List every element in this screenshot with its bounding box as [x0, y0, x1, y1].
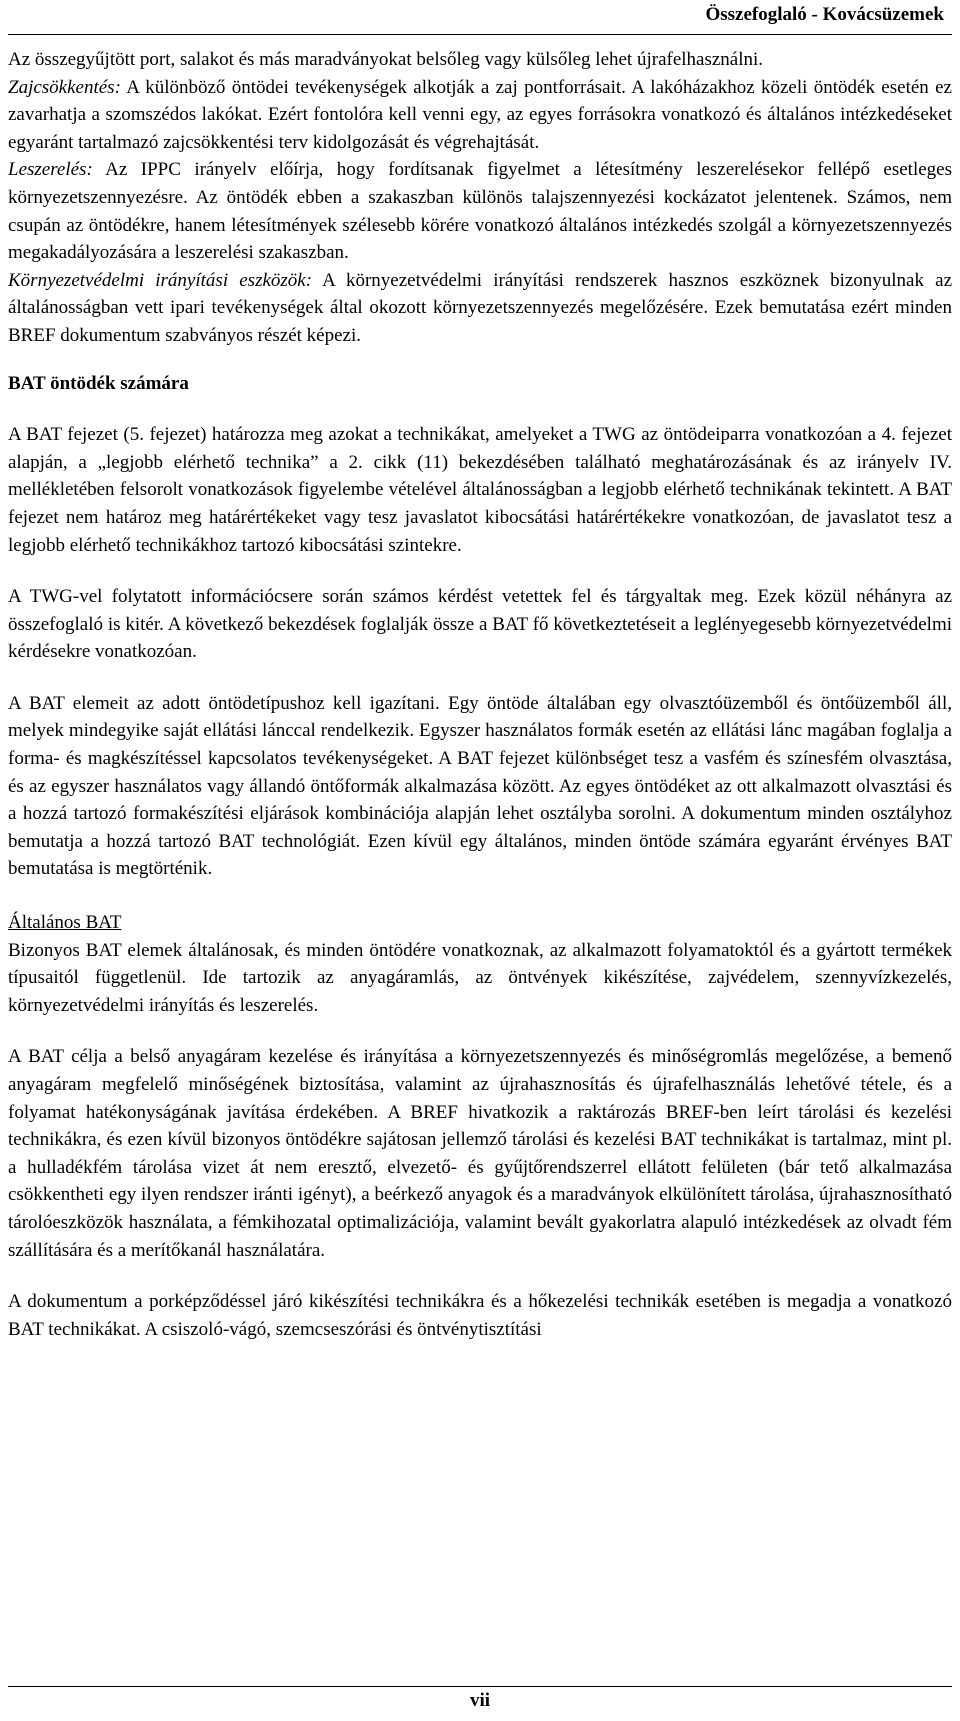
list-item-title: Leszerelés: [8, 159, 93, 181]
intro-paragraph: Az összegyűjtött port, salakot és más maradványokat belsőleg vagy külsőleg lehet újrafelhasználni. [8, 49, 764, 70]
list-item-text: A környezetvédelmi irányítási rendszerek hasznos eszköznek bizonyulnak az általánosságban vett ipari tevékenységek által okozott környezetszennyezés megelőzésére. Ezek bemutatása ezért minden BREF dokumentum szabványos részét képezi. [8, 269, 952, 346]
list-item-11 [8, 156, 952, 266]
section-heading: BAT öntödék számára [8, 372, 189, 394]
section-paragraph-3: A BAT elemeit az adott öntödetípushoz kell igazítani. Egy öntöde általában egy olvasztóüzemből és öntőüzemből áll, melyek mindegyike saját ellátási lánccal rendelkezik. Egyszer használatos formák esetén az ellátási lánc magában foglalja a forma- és magkészítéssel kapcsolatos tevékenységeket. A BAT fejezet különbséget tesz a vasfém és színesfém olvasztása, és az egyszer használatos vagy állandó öntőformák alkalmazása között. Az egyes öntödéket az ott alkalmazott olvasztási és a hozzá tartozó formakészítési eljárások kombinációja alapján lehet osztályba sorolni. A dokumentum minden osztályhoz bemutatja a hozzá tartozó BAT technológiát. Ezen kívül egy általános, minden öntöde számára egyaránt érvényes BAT bemutatása is megtörténik. [8, 692, 952, 880]
header-divider [8, 34, 952, 35]
list-number [0, 267, 8, 295]
running-header: Összefoglaló - Kovácsüzemek [705, 4, 944, 25]
subsection-heading: Általános BAT [8, 912, 122, 934]
section-paragraph-1: A BAT fejezet (5. fejezet) határozza meg azokat a technikákat, amelyeket a TWG az öntödeiparra vonatkozóan a 4. fejezet alapján, a „legjobb elérhető technika” a 2. cikk (11) bekezdésében található meghatározásának és az irányelv IV. mellékletében felsorolt vonatkozások figyelembe vételével általánosságban a legjobb elérhető technikának tekintett. A BAT fejezet nem határoz meg határértékeket vagy tesz javaslatot kibocsátási határértékekre vonatkozóan, de javaslatot tesz a legjobb elérhető technikákhoz tartozó kibocsátási szintekre. [8, 424, 952, 556]
footer-divider [8, 1686, 952, 1687]
list-item-text: A különböző öntödei tevékenységek alkotják a zaj pontforrásait. A lakóházakhoz közeli öntödék esetén ez zavarhatja a szomszédos lakókat. Ezért fontolóra kell venni egy, az egyes forrásokra vonatkozó és általános intézkedéseket egyaránt tartalmazó zajcsökkentési terv kidolgozását és végrehajtását. [8, 76, 952, 153]
list-number [0, 74, 8, 102]
section-paragraph-2: A TWG-vel folytatott információcsere során számos kérdést vetettek fel és tárgyaltak meg. Ezek közül néhányra az összefoglaló is kitér. A következő bekezdések foglalják össze a BAT fő következtetéseit a leglényegesebb környezetvédelmi kérdésekre vonatkozóan. [8, 586, 952, 663]
list-item-title: Környezetvédelmi irányítási eszközök: [8, 269, 313, 291]
general-paragraph-2: A BAT célja a belső anyagáram kezelése és irányítása a környezetszennyezés és minőségromlás megelőzése, a bemenő anyagáram megfelelő minőségének biztosítása, valamint az újrahasznosítás és újrafelhasználás lehetővé tétele, és a folyamat hatékonyságának javítása érdekében. A BREF hivatkozik a raktározás BREF-ben leírt tárolási és kezelési technikákra, és ezen kívül bizonyos öntödékre sajátosan jellemző tárolási és kezelési BAT technikákat is tartalmaz, mint pl. a hulladékfém tárolása vizet át nem eresztő, elvezető- és gyűjtőrendszerrel ellátott felületen (bár tető alkalmazása csökkentheti egy ilyen rendszer iránti igényt), a beérkező anyagok és a maradványok elkülönített tárolása, újrahasznosítható tárolóeszközök használata, a fémkihozatal optimalizációja, valamint bevált gyakorlatra alapuló intézkedések az olvadt fém szállítására és a merítőkanál használatára. [8, 1046, 952, 1261]
list-item-10 [8, 74, 952, 157]
page-number: vii [469, 1690, 491, 1711]
document-body [8, 46, 952, 1343]
list-item-title: Zajcsökkentés: [8, 76, 121, 98]
list-item-text: Az IPPC irányelv előírja, hogy fordítsanak figyelmet a létesítmény leszerelésekor fellépő esetleges környezetszennyezésre. Az öntödék ebben a szakaszban különös talajszennyezési kockázatot jelentenek. Számos, nem csupán az öntödékre, hanem létesítmények szélesebb körére vonatkozó általános intézkedés szolgál a környezetszennyezés megakadályozására a leszerelési szakaszban. [8, 159, 952, 264]
list-number [0, 156, 8, 184]
general-paragraph-3: A dokumentum a porképződéssel járó kikészítési technikákra és a hőkezelési technikák esetében is megadja a vonatkozó BAT technikákat. A csiszoló-vágó, szemcseszórási és öntvénytisztítási [8, 1291, 952, 1340]
general-paragraph-1: Bizonyos BAT elemek általánosak, és minden öntödére vonatkoznak, az alkalmazott folyamatoktól és a gyártott termékek típusaitól függetlenül. Ide tartozik az anyagáramlás, az öntvények kikészítése, zajvédelem, szennyvízkezelés, környezetvédelmi irányítás és leszerelés. [8, 939, 952, 1016]
list-item-12 [8, 267, 952, 350]
